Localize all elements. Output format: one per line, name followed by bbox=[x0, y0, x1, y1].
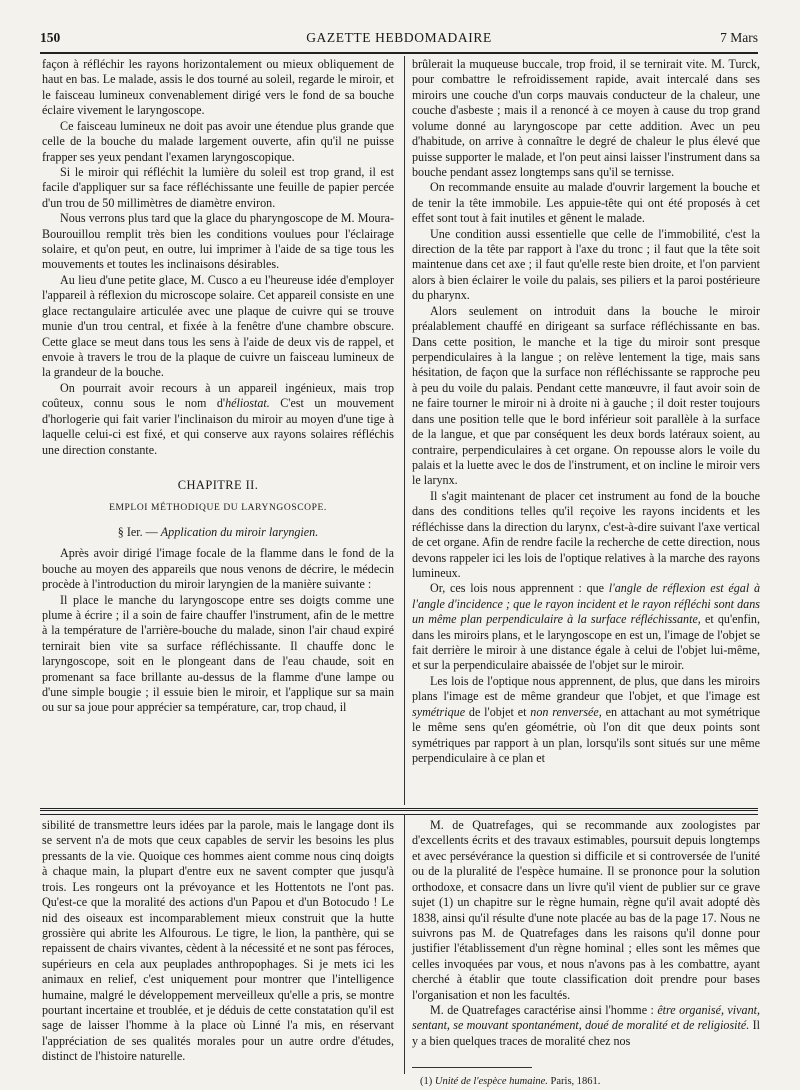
text-run: Les lois de l'optique nous apprennent, de plus, que dans les miroirs plans l'image est de même grandeur que l'objet, et que l'image est bbox=[412, 673, 760, 704]
text-run: M. de Quatrefages caractérise ainsi l'homme : bbox=[430, 1003, 658, 1018]
journal-title: GAZETTE HEBDOMADAIRE bbox=[306, 30, 492, 45]
paragraph: façon à réfléchir les rayons horizontalement ou mieux obliquement de haut en bas. Le malade, assis le dos tourné au soleil, regarde le miroir, et le faisceau lumineux convenablement dirigé vers le fond de sa bouche éclaire vivement le laryngoscope. bbox=[42, 57, 394, 118]
header-rule bbox=[40, 52, 758, 54]
footnote-rule bbox=[412, 1067, 532, 1068]
text-run: et qu'enfin, dans les miroirs plans, et le laryngoscope en est un, l'image de l'objet se fait derrière le miroir à une distance égale à celui de l'objet lui-même, et sur la perpendiculaire abaissée de l'objet sur le miroir. bbox=[412, 612, 760, 673]
chapter-heading: CHAPITRE II. bbox=[177, 477, 259, 492]
feuilleton-column-left bbox=[42, 818, 394, 1078]
text-run: en attachant au mot symétrique le même sens qu'en géométrie, où l'on dit que deux points sont symétriques par rapport à un plan, lorsqu'ils sont situés sur une même perpendiculaire à ce plan et bbox=[412, 704, 760, 765]
italic-term: symétrique bbox=[412, 704, 466, 719]
text-run: On pourrait avoir recours à un appareil ingénieux, mais trop coûteux, connu sous le nom d' bbox=[42, 380, 394, 411]
text-run: Il y a bien quelques traces de moralité chez nos bbox=[412, 1018, 760, 1048]
page-header bbox=[40, 30, 758, 50]
italic-definition: être organisé, vivant, sentant, se mouvant spontanément, doué de moralité et de religiosité. bbox=[412, 1003, 760, 1033]
paragraph bbox=[412, 674, 760, 767]
paragraph: sibilité de transmettre leurs idées par la parole, mais le langage dont ils se servent n'a de mots que ceux capables de servir les besoins les plus pressants de la vie. Quoique ces hommes aient comme nous cinq doigts à chaque main, la plupart d'entre eux ne savent compter que jusqu'à trois. Les rongeurs ont la prévoyance et les Hottentots ne l'ont pas. Qu'est-ce que la moralité des actions d'un Papou et d'un Botocudo ! Le nid des oiseaux est incomparablement mieux construit que la hutte grossière qui abrite les Alfourous. Le tigre, le lion, la panthère, qui se repaissent de chairs vivantes, cèdent à la nécessité et ne sont pas féroces, supérieurs en cela aux peuplades anthropophages. Si je mets ici les animaux en relief, c'est uniquement pour montrer que l'intelligence humaine, malgré le développement merveilleux qu'elle a pris, se montre pourtant incertaine et troublée, et je déduis de cette constatation qu'il est sage de laisser l'homme à la place où Linné l'a mis, en réservant l'appréciation de ses qualités morales pour un autre ordre d'études, distinct de l'histoire naturelle. bbox=[42, 818, 394, 1064]
paragraph: Nous verrons plus tard que la glace du pharyngoscope de M. Moura-Bourouillou remplit très bien les conditions voulues pour l'éclairage solaire, et qu'on peut, en outre, lui imprimer à l'aide de sa tige tous les mouvements et toutes les inclinaisons désirables. bbox=[42, 211, 394, 272]
section-separator-rule bbox=[40, 808, 758, 811]
footnote-marker: (1) bbox=[420, 1076, 435, 1088]
paragraph bbox=[42, 381, 394, 458]
italic-term: non renversée, bbox=[530, 704, 602, 719]
paragraph: Il place le manche du laryngoscope entre ses doigts comme une plume à écrire ; il a soin de faire chauffer l'instrument, afin de le mettre à la température de l'arrière-bouche du malade, sinon l'air chaud expiré ternirait bien vite sa surface réfléchissante. Il chauffe donc le laryngoscope, soit en le plongeant dans de l'eau chaude, soit en promenant sa face brillante au-dessus de la flamme d'une lampe ou d'une simple bougie ; il essuie bien le miroir, et l'applique sur sa main ou sur sa joue pour apprécier sa température, car, trop chaud, il bbox=[42, 592, 394, 715]
article-column-right bbox=[412, 57, 760, 807]
italic-law: l'angle de réflexion est égal à l'angle d'incidence ; que le rayon incident et le rayon réfléchi sont dans un même plan perpendiculaire à la surface réfléchissante, bbox=[412, 581, 760, 627]
section-heading bbox=[42, 525, 394, 540]
page-number: 150 bbox=[40, 30, 61, 45]
column-divider-top bbox=[404, 56, 405, 805]
paragraph: brûlerait la muqueuse buccale, trop froid, il se ternirait vite. M. Turck, pour combattre le refroidissement rapide, avait intercalé dans ses miroirs une couche d'un corps mauvais conducteur de la chaleur, une couche d'asbeste ; mais il a renoncé à ce moyen à cause du trop grand volume donné au laryngoscope par cette addition. Avec un peu d'habitude, on arrive à connaître le degré de chaleur le plus élevé que puisse supporter le malade, et l'on peut ainsi laisser l'instrument dans sa bouche pendant assez longtemps sans qu'il se ternisse. bbox=[412, 57, 760, 179]
text-run: de l'objet et bbox=[465, 704, 531, 719]
paragraph: Après avoir dirigé l'image focale de la flamme dans le fond de la bouche au moyen des appareils que nous venons de décrire, le médecin procède à l'introduction du miroir laryngien de la manière suivante : bbox=[42, 546, 394, 592]
footnote bbox=[412, 1074, 760, 1089]
paragraph: Il s'agit maintenant de placer cet instrument au fond de la bouche dans des conditions telles qu'il reçoive les rayons incidents et les réfléchisse dans la direction du larynx, c'est-à-dire suivant l'axe vertical de cet organe. Afin de rendre facile la recherche de cette direction, nous devons rappeler ici les lois de l'optique relatives à la marche des rayons lumineux. bbox=[412, 488, 760, 580]
column-divider-bottom bbox=[404, 814, 405, 1074]
paragraph: Si le miroir qui réfléchit la lumière du soleil est trop grand, il est facile d'appliquer sur sa face réfléchissante une feuille de papier percée d'un trou de 50 millimètres de diamètre environ. bbox=[42, 164, 394, 210]
paragraph: Au lieu d'une petite glace, M. Cusco a eu l'heureuse idée d'employer l'appareil à réflexion du microscope solaire. Cet appareil consiste en une glace rectangulaire articulée avec une plaque de cuivre qui se trouve munie d'un trou central, et fixée à la fenêtre d'une chambre obscure. Cette glace se meut dans tous les sens à l'aide de deux vis de rappel, et envoie à travers le trou de la plaque de cuivre un faisceau lumineux de la grandeur de la bouche. bbox=[42, 272, 394, 380]
paragraph: Ce faisceau lumineux ne doit pas avoir une étendue plus grande que celle de la bouche du malade largement ouverte, afin qu'il ne puisse frapper ses yeux pendant l'examen laryngoscopique. bbox=[42, 118, 394, 164]
paragraph: Alors seulement on introduit dans la bouche le miroir préalablement chauffé en dirigeant sa surface réfléchissante en bas. Dans cette position, le manche et la tige du miroir sont presque perpendiculaires à la langue ; on relève lentement la tige, mais sans hésitation, de façon que la surface non réfléchissante se rapproche peu à peu du voile du palais. Pendant cette manœuvre, il faut avoir soin de ne faire tourner le miroir ni à droite ni à gauche ; il doit rester toujours dans une position telle que le bord inférieur soit parallèle à la surface de la langue, et que par conséquent les deux bords latéraux soient, au contraire, perpendiculaires à cet organe. On repousse alors le voile du palais et la luette avec le dos de l'instrument, et on incline le miroir vers le larynx. bbox=[412, 303, 760, 488]
paragraph: On recommande ensuite au malade d'ouvrir largement la bouche et de tenir la tête immobile. Les appuie-tête qui ont été proposés à cet effet sont tout à fait inutiles et gênent le malade. bbox=[412, 180, 760, 226]
italic-term: héliostat. bbox=[225, 396, 270, 411]
paragraph bbox=[412, 1003, 760, 1049]
text-run: Or, ces lois nous apprennent : que bbox=[430, 581, 609, 596]
article-column-left bbox=[42, 57, 394, 807]
footnote-title: Unité de l'espèce humaine. bbox=[434, 1076, 548, 1088]
text-run: C'est un mouvement d'horlogerie qui fait varier l'inclinaison du miroir au moyen d'une tige à laquelle celui-ci est fixé, et qui conserve aux rayons solaires réfléchis une direction constante. bbox=[42, 396, 394, 457]
section-number: § Ier. — bbox=[117, 524, 161, 539]
footnote-rest: Paris, 1861. bbox=[547, 1076, 601, 1088]
issue-date: 7 Mars bbox=[720, 30, 758, 45]
paragraph: Une condition aussi essentielle que celle de l'immobilité, c'est la direction de la tête par rapport à l'axe du tronc ; il faut que la tête soit maintenue dans cet axe ; il faut qu'elle reste bien droite, et l'on parvient alors à bien éclairer le voile du palais, ses piliers et la paroi postérieure du pharynx. bbox=[412, 226, 760, 303]
paragraph: M. de Quatrefages, qui se recommande aux zoologistes par d'excellents écrits et des travaux estimables, poursuit depuis longtemps et avec persévérance la question si difficile et si controversée de l'unité ou de la pluralité de l'espèce humaine. Il se prononce pour la solution orthodoxe, et consacre dans un livre qu'il vient de publier sur ce grave sujet (1) un chapitre sur le règne humain, règne qu'il avait adopté dès 1838, ainsi qu'il résulte d'une note placée au bas de la page 17. Nous ne suivrons pas M. de Quatrefages dans les raisons qu'il donne pour justifier l'établissement d'un règne hominal ; elles sont les mêmes que celles invoquées par vous, et nous n'avons pas à les combattre, ayant cherché à établir que toute classification doit prendre pour bases l'organisation et non les facultés. bbox=[412, 818, 760, 1002]
paragraph bbox=[412, 581, 760, 674]
chapter-subtitle: EMPLOI MÉTHODIQUE DU LARYNGOSCOPE. bbox=[109, 503, 327, 514]
feuilleton-column-right bbox=[412, 818, 760, 1088]
section-title: Application du miroir laryngien. bbox=[160, 524, 319, 539]
